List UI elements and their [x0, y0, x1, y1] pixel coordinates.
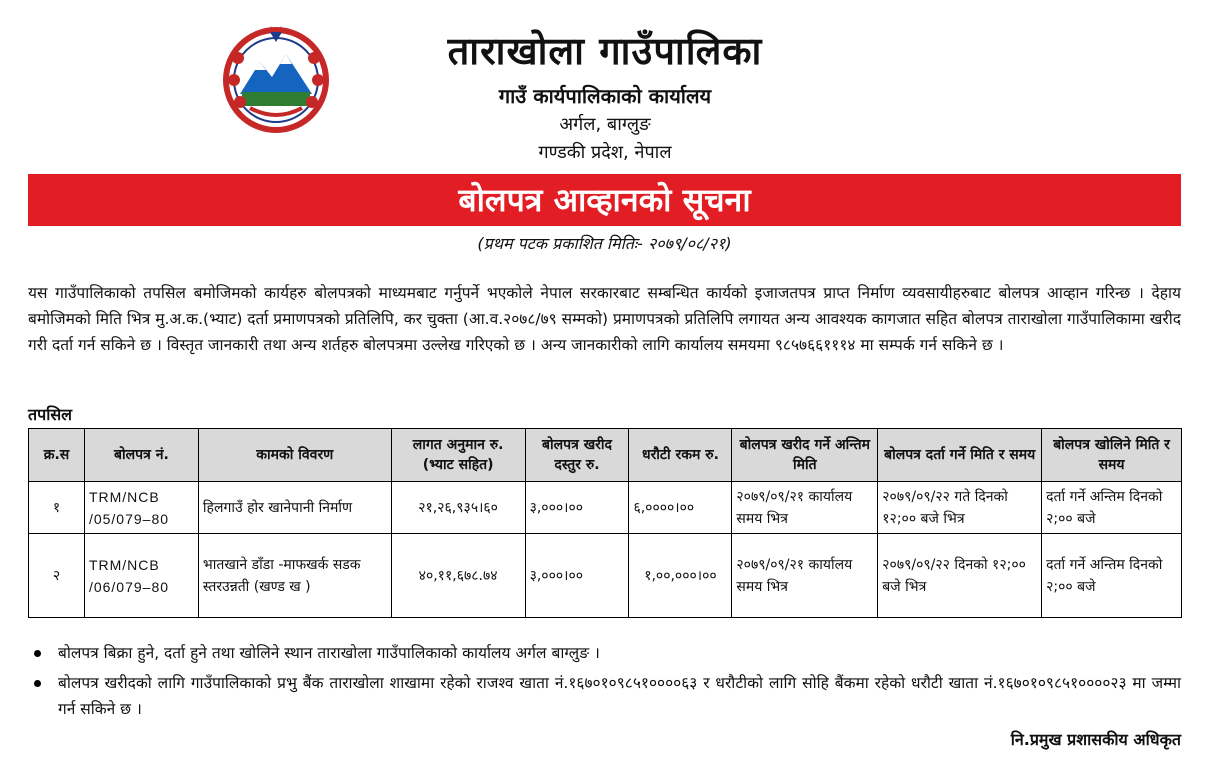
cell-cost: ४०,११,६७८.७४ [391, 534, 525, 618]
header-registration: बोलपत्र दर्ता गर्ने मिति र समय [878, 429, 1042, 482]
tender-table [28, 428, 1182, 618]
cell-opening: दर्ता गर्ने अन्तिम दिनको २;०० बजे [1042, 482, 1182, 534]
table-row [29, 534, 1182, 618]
note-item [28, 640, 1181, 666]
cell-fee: ३,०००।०० [525, 482, 629, 534]
cell-opening: दर्ता गर्ने अन्तिम दिनको २;०० बजे [1042, 534, 1182, 618]
office-title: ताराखोला गाउँपालिका [447, 29, 763, 73]
note-text: बोलपत्र खरीदको लागि गाउँपालिकाको प्रभु बैंक ताराखोला शाखामा रहेको राजश्व खाता नं.१६७०१०९८५१००००६३ र धरौटीको लागि सोहि बैंकमा रहेको धरौटी खाता नं.१६७०१०९८५१००००२३ मा जम्मा गर्न सकिने छ । [58, 674, 1181, 718]
cell-description: हिलगाउँ होर खानेपानी निर्माण [198, 482, 391, 534]
header-tender-no: बोलपत्र नं. [84, 429, 198, 482]
cell-description: भातखाने डाँडा -माफखर्क सडक स्तरउन्नती (खण्ड ख ) [198, 534, 391, 618]
notice-banner: बोलपत्र आव्हानको सूचना [28, 174, 1181, 226]
signature: नि.प्रमुख प्रशासकीय अधिकृत [1010, 730, 1181, 749]
cell-tender-no: TRM/NCB /06/079–80 [84, 534, 198, 618]
cell-purchase-deadline: २०७९/०९/२१ कार्यालय समय भित्र [732, 534, 878, 618]
bullet-icon [34, 650, 41, 657]
notes-list [28, 640, 1181, 726]
cell-fee: ३,०००।०० [525, 534, 629, 618]
cell-tender-no: TRM/NCB /05/079–80 [84, 482, 198, 534]
intro-paragraph: यस गाउँपालिकाको तपसिल बमोजिमको कार्यहरु बोलपत्रको माध्यमबाट गर्नुपर्ने भएकोले नेपाल सरकारबाट सम्बन्धित कार्यको इजाजतपत्र प्राप्त निर्माण व्यवसायीहरुबाट बोलपत्र आव्हान गरिन्छ । देहाय बमोजिमको मिति भित्र मु.अ.क.(भ्याट) दर्ता प्रमाणपत्रको प्रतिलिपि, कर चुक्ता (आ.व.२०७८/७९ सम्मको) प्रमाणपत्रको प्रतिलिपि लगायत अन्य आवश्यक कागजात सहित बोलपत्र ताराखोला गाउँपालिकामा खरीद गरी दर्ता गर्न सकिने छ । विस्तृत जानकारी तथा अन्य शर्तहरु बोलपत्रमा उल्लेख गरिएको छ । अन्य जानकारीको लागि कार्यालय समयमा ९८५७६६१११४ मा सम्पर्क गर्न सकिने छ । [28, 284, 1181, 354]
office-subtitle: गाउँ कार्यपालिकाको कार्यालय [498, 84, 712, 108]
header-deposit: धरौटी रकम रु. [629, 429, 732, 482]
letterhead [0, 0, 1209, 170]
cell-registration: २०७९/०९/२२ दिनको १२;०० बजे भित्र [878, 534, 1042, 618]
header-opening: बोलपत्र खोलिने मिति र समय [1042, 429, 1182, 482]
cell-registration: २०७९/०९/२२ गते दिनको १२;०० बजे भित्र [878, 482, 1042, 534]
cell-deposit: ६,००००।०० [629, 482, 732, 534]
header-description: कामको विवरण [198, 429, 391, 482]
bullet-icon [34, 680, 41, 687]
cell-sn: २ [29, 534, 85, 618]
note-item [28, 670, 1181, 722]
header-fee: बोलपत्र खरीद दस्तुर रु. [525, 429, 629, 482]
header-cost: लागत अनुमान रु. (भ्याट सहित) [391, 429, 525, 482]
table-header-row [29, 429, 1182, 482]
cell-purchase-deadline: २०७९/०९/२१ कार्यालय समय भित्र [732, 482, 878, 534]
cell-cost: २१,२६,९३५।६० [391, 482, 525, 534]
schedule-label: तपसिल [28, 405, 73, 424]
address-line-2: गण्डकी प्रदेश, नेपाल [538, 142, 672, 163]
nepal-emblem-icon [220, 22, 332, 134]
cell-deposit: १,००,०००।०० [629, 534, 732, 618]
address-line-1: अर्गल, बाग्लुङ [559, 114, 651, 135]
header-purchase-deadline: बोलपत्र खरीद गर्ने अन्तिम मिति [732, 429, 878, 482]
note-text: बोलपत्र बिक्रा हुने, दर्ता हुने तथा खोलिने स्थान ताराखोला गाउँपालिकाको कार्यालय अर्गल बाग्लुङ । [58, 644, 600, 662]
header-sn: क्र.स [29, 429, 85, 482]
publication-date: (प्रथम पटक प्रकाशित मितिः- २०७९/०८/२१) [477, 234, 732, 253]
cell-sn: १ [29, 482, 85, 534]
table-row [29, 482, 1182, 534]
